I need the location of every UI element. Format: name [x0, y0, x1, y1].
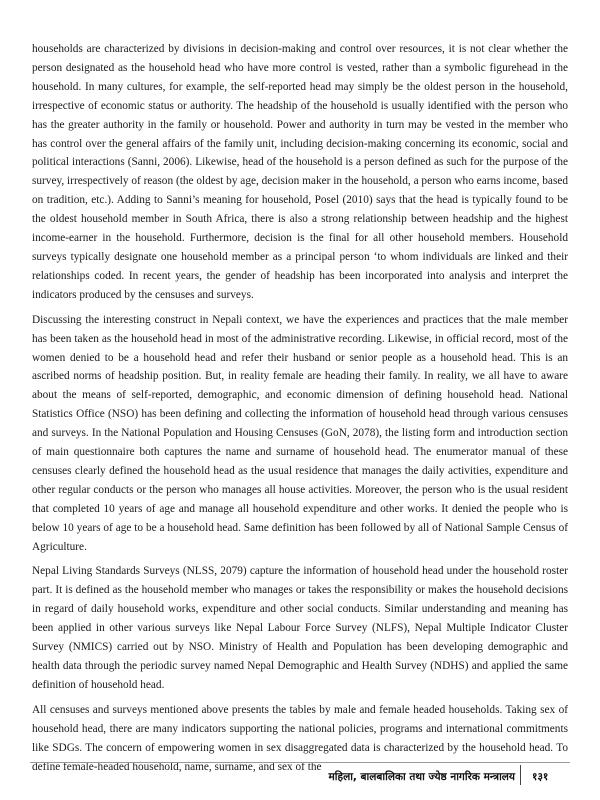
footer-separator: [520, 765, 521, 785]
paragraph-4: All censuses and surveys mentioned above presents the tables by male and female headed households. Taking sex of household head, there are many indicators supporting the national policies, programs and international commitments like SDGs. The concern of empowering women in sex disaggregated data is characterized by the household head. To define female-headed household, name, surname, and sex of the: [32, 703, 568, 773]
paragraph-3: Nepal Living Standards Surveys (NLSS, 2079) capture the information of household head under the household roster part. It is defined as the household member who manages or takes the responsibility or makes the household decisions in regard of daily household works, expenditure and other social conducts. Similar understanding and meaning has been applied in other various surveys like Nepal Labour Force Survey (NLFS), Nepal Multiple Indicator Cluster Survey (NMICS) carried out by NSO. Ministry of Health and Population has been developing demographic and health data through the periodic survey named Nepal Demographic and Health Survey (NDHS) and applied the same definition of household head.: [32, 565, 568, 691]
paragraph-1: households are characterized by divisions in decision-making and control over resources, it is not clear whether the person designated as the household head who have more control is vested, rather than a symbolic figurehead in the household. In many cultures, for example, the self-reported head may simply be the oldest person in the household, irrespective of economic status or authority. The headship of the household is usually identified with the person who has the greater authority in the family or household. Power and authority in turn may be vested in the member who has control over the general affairs of the family unit, including decision-making concerning its economic, social and political interactions (Sanni, 2006). Likewise, head of the household is a person defined as such for the purpose of the survey, irrespectively of reason (the oldest by age, decision maker in the household, a person who earns income, based on tradition, etc.). Adding to Sanni’s meaning for household, Posel (2010) says that the head is typically found to be the oldest household member in South Africa, there is also a strong relationship between headship and the highest income-earner in the household. Furthermore, decision is the final for all other household members. Household surveys typically designate one household member as a principal person ‘to whom individuals are linked and their relationships coded. In recent years, the gender of headship has been incorporated into analysis and interpret the indicators produced by the censuses and surveys.: [32, 43, 568, 301]
paragraph-2: Discussing the interesting construct in Nepali context, we have the experiences and practices that the male member has been taken as the household head in most of the administrative recording. Likewise, in official record, most of the women denied to be a household head and refer their husband or senior people as a household head. This is an ascribed norms of headship position. But, in reality female are heading their family. In reality, we all have to aware about the means of self-reported, demographic, and economic dimension of defining household head. National Statistics Office (NSO) has been defining and collecting the information of household head through various censuses and surveys. In the National Population and Housing Censuses (GoN, 2078), the listing form and introduction section of main questionnaire both captures the name and surname of household head. The enumerator manual of these censuses clearly defined the household head as the usual residence that manages the daily activities, expenditure and other regular conducts or the person who manages all house activities. Moreover, the person who is the usual resident that completed 10 years of age and manage all household expenditure and other works. It denied the people who is below 10 years of age to be a household head. Same definition has been followed by all of National Sample Census of Agriculture.: [32, 313, 568, 553]
page-number: १३१: [532, 771, 549, 783]
footer-divider: [30, 762, 570, 763]
footer-ministry-title: महिला, बालबालिका तथा ज्येष्ठ नागरिक मन्त्रालय: [328, 771, 515, 783]
document-body: [32, 40, 568, 782]
